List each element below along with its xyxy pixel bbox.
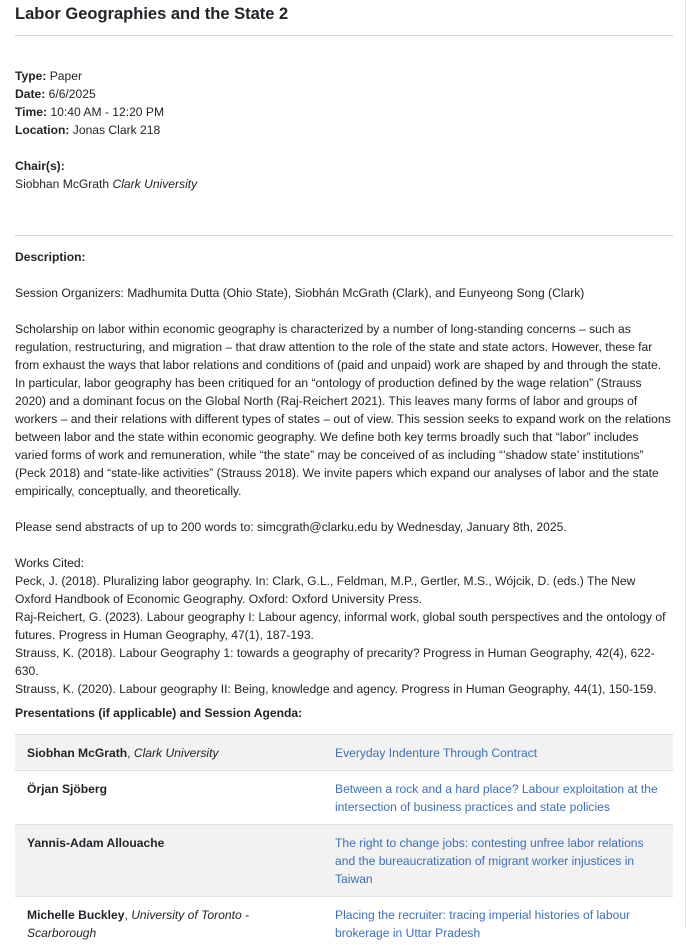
meta-location (15, 121, 164, 139)
session-page (15, 0, 673, 24)
chair-name: Siobhan McGrath (15, 177, 109, 191)
meta-location-value: Jonas Clark 218 (73, 123, 160, 137)
divider (15, 235, 673, 236)
presenter-cell (15, 771, 323, 825)
works-cited-item: Strauss, K. (2020). Labour geography II: Being, knowledge and agency. Progress in Human Geography, 44(1), 150-159. (15, 680, 673, 698)
meta-type-label: Type: (15, 69, 46, 83)
meta-time-value: 10:40 AM - 12:20 PM (50, 105, 164, 119)
page-title: Labor Geographies and the State 2 (15, 0, 673, 24)
description-body: Scholarship on labor within economic geography is characterized by a number of long-standing concerns – such as regulation, restructuring, and migration – that draw attention to the role of the state and state actors. However, these far from exhaust the ways that labor relations and conditions of (paid and unpaid) work are shaped by and through the state. In particular, labor geography has been critiqued for an “ontology of production defined by the wage relation” (Strauss 2020) and a dominant focus on the Global North (Raj-Reichert 2021). This leaves many forms of labor and groups of workers – and their relations with different types of states – out of view. This session seeks to expand work on the relations between labor and the state within economic geography. We define both key terms broadly such that “labor” includes varied forms of work and remuneration, while “the state” may be conceived of as including “’shadow state’ institutions” (Peck 2018) and “state-like activities” (Strauss 2018). We invite papers which expand our analyses of labor and the state empirically, conceptually, and theoretically. (15, 320, 673, 500)
presenter-affiliation: Clark University (134, 746, 219, 760)
works-cited-item: Raj-Reichert, G. (2023). Labour geography I: Labour agency, informal work, global south perspectives and the ontology of futures. Progress in Human Geography, 47(1), 187-193. (15, 608, 673, 644)
presenter-name: Yannis-Adam Allouache (27, 836, 164, 850)
chair-affiliation: Clark University (113, 177, 198, 191)
presenter-name: Siobhan McGrath (27, 746, 127, 760)
presenter-name: Örjan Sjöberg (27, 782, 107, 796)
paper-title-link[interactable]: Between a rock and a hard place? Labour exploitation at the intersection of business practices and state policies (335, 782, 658, 814)
right-border (685, 0, 686, 927)
chair-section (15, 157, 197, 193)
organizers-text: Session Organizers: Madhumita Dutta (Ohio State), Siobhán McGrath (Clark), and Eunyeong Song (Clark) (15, 284, 673, 302)
works-cited-item: Strauss, K. (2018). Labour Geography 1: towards a geography of precarity? Progress in Human Geography, 42(4), 622-630. (15, 644, 673, 680)
meta-date-label: Date: (15, 87, 45, 101)
abstracts-text: Please send abstracts of up to 200 words to: simcgrath@clarku.edu by Wednesday, January 8th, 2025. (15, 518, 673, 536)
paper-title-cell (323, 771, 673, 825)
meta-time-label: Time: (15, 105, 47, 119)
meta-date (15, 85, 164, 103)
presentations-table (15, 734, 673, 950)
table-row (15, 825, 673, 897)
meta-type-value: Paper (50, 69, 82, 83)
presenter-cell: Michelle Buckley, University of Toronto - Scarborough (15, 897, 323, 950)
meta-date-value: 6/6/2025 (49, 87, 96, 101)
presenter-cell: Siobhan McGrath, Clark University (15, 735, 323, 771)
works-cited-item: Peck, J. (2018). Pluralizing labor geography. In: Clark, G.L., Feldman, M.P., Gertler, M.S., Wójcik, D. (eds.) The New Oxford Handbook of Economic Geography. Oxford: Oxford University Press. (15, 572, 673, 608)
paper-title-cell (323, 897, 673, 950)
session-meta (15, 67, 164, 139)
chair-label: Chair(s): (15, 159, 65, 173)
paper-title-cell (323, 735, 673, 771)
presenter-name: Michelle Buckley (27, 908, 124, 922)
description-label: Description: (15, 250, 86, 264)
paper-title-link[interactable]: Placing the recruiter: tracing imperial histories of labour brokerage in Uttar Pradesh (335, 908, 630, 940)
table-row (15, 897, 673, 950)
table-row (15, 735, 673, 771)
meta-time (15, 103, 164, 121)
presenter-affiliation: University of Toronto - Scarborough (27, 908, 249, 940)
divider (15, 35, 673, 36)
works-cited-label: Works Cited: (15, 554, 673, 572)
presenter-cell (15, 825, 323, 897)
description-section (15, 248, 673, 698)
paper-title-cell (323, 825, 673, 897)
paper-title-link[interactable]: The right to change jobs: contesting unfree labor relations and the bureaucratization of migrant worker injustices in Taiwan (335, 836, 644, 886)
paper-title-link[interactable]: Everyday Indenture Through Contract (335, 746, 537, 760)
presentations-heading: Presentations (if applicable) and Session Agenda: (15, 704, 302, 722)
meta-location-label: Location: (15, 123, 69, 137)
table-row (15, 771, 673, 825)
meta-type (15, 67, 164, 85)
